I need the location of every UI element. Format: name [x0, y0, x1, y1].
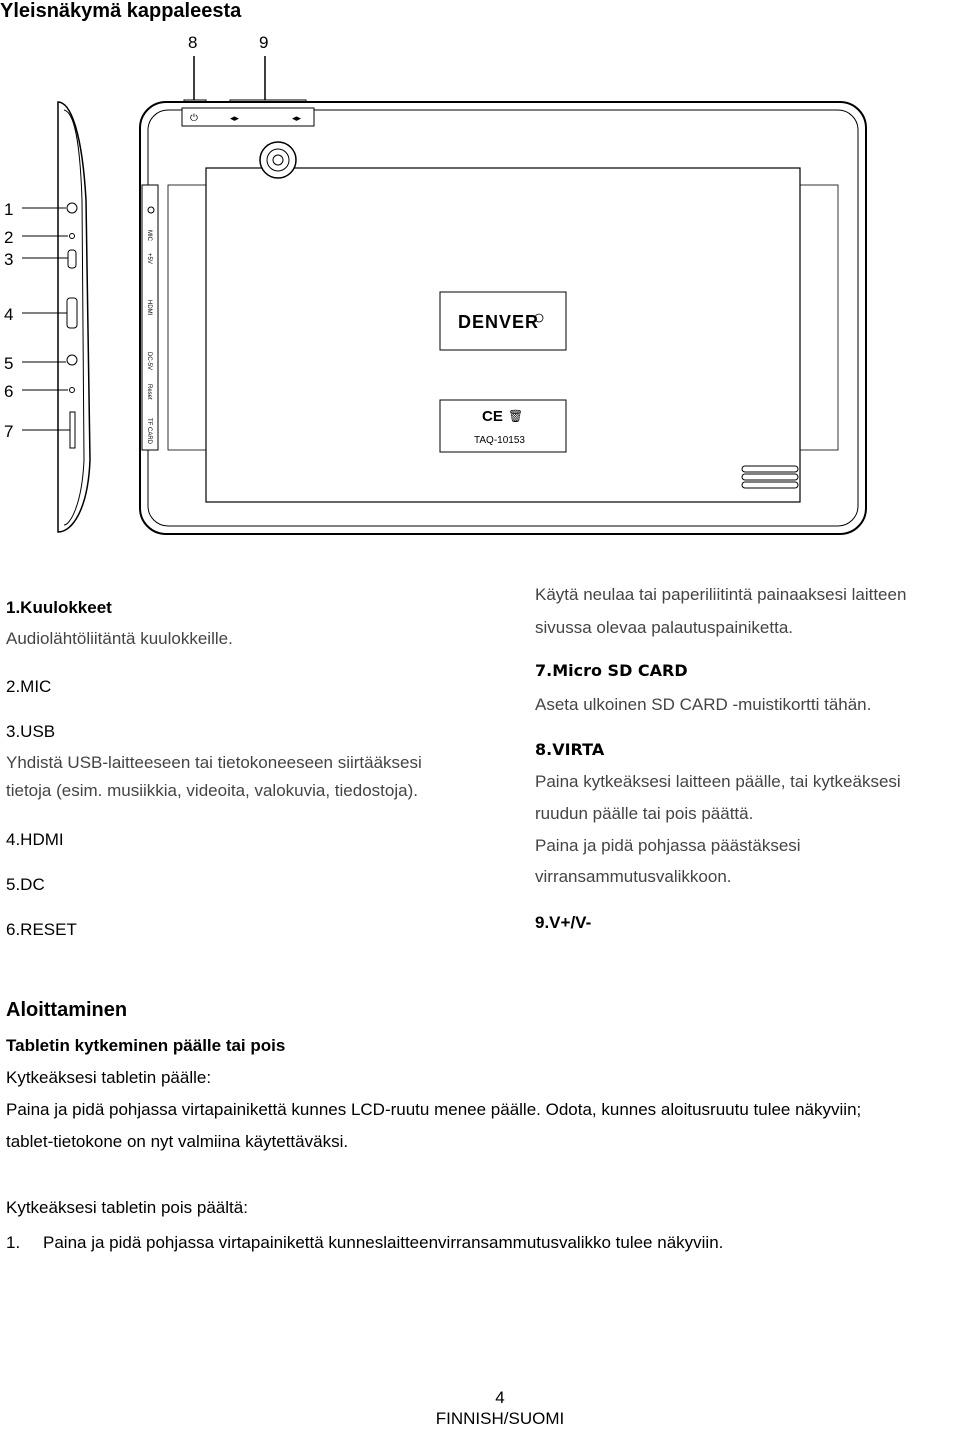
power-symbol-icon: ⏻: [190, 113, 198, 124]
callout-8: 8: [188, 33, 198, 52]
speaker-grille-icon: [742, 466, 798, 488]
reset-desc-2: sivussa olevaa palautuspainiketta.: [535, 618, 793, 637]
legend-item-1-desc: Audiolähtöliitäntä kuulokkeille.: [6, 629, 233, 648]
legend-item-9-title: 9.V+/V-: [535, 913, 592, 932]
mic-hole-icon: [70, 234, 75, 239]
legend-item-8-desc-4: virransammutusvalikkoon.: [535, 867, 732, 886]
headphone-port-icon: [67, 203, 77, 213]
legend-item-3-title: 3.USB: [6, 722, 56, 741]
reset-desc-1: Käytä neulaa tai paperiliitintä painaaksesi laitteen: [535, 585, 907, 604]
hdmi-port-icon: [67, 298, 77, 328]
usb-port-icon: [68, 250, 76, 268]
svg-text:HDMI: HDMI: [146, 300, 152, 316]
section-subheading: Tabletin kytkeminen päälle tai pois: [6, 1036, 286, 1055]
svg-text:MIC: MIC: [146, 230, 152, 241]
legend-item-2-title: 2.MIC: [6, 677, 52, 696]
tablet-diagram: [0, 20, 960, 580]
svg-text:2: 2: [4, 228, 14, 247]
legend-item-6-title: 6.RESET: [6, 920, 77, 939]
svg-text:Reset: Reset: [146, 384, 152, 400]
svg-text:4: 4: [4, 305, 14, 324]
legend-item-3-desc-1: Yhdistä USB-laitteeseen tai tietokoneeseen siirtääksesi: [6, 753, 422, 772]
svg-text:1: 1: [4, 200, 14, 219]
legend-item-8-title: 8.VIRTA: [535, 740, 605, 759]
side-port-strip: [142, 185, 158, 450]
model-label: TAQ-10153: [474, 435, 525, 446]
dc-port-icon: [67, 355, 77, 365]
power-off-label: Kytkeäksesi tabletin pois päältä:: [6, 1198, 248, 1217]
power-off-item-number: 1.: [6, 1233, 21, 1252]
callout-9: 9: [259, 33, 269, 52]
footer-language: FINNISH/SUOMI: [435, 1409, 565, 1428]
ce-mark: CE: [482, 408, 503, 425]
svg-text:3: 3: [4, 250, 14, 269]
legend-item-5-title: 5.DC: [6, 875, 45, 894]
weee-bin-icon: 🗑: [508, 409, 524, 423]
legend-item-3-desc-2: tietoja (esim. musiikkia, videoita, valokuvia, tiedostoja).: [6, 781, 418, 800]
svg-text:+5V: +5V: [146, 253, 152, 264]
reset-hole-icon: [70, 388, 75, 393]
legend-item-1-title: 1.Kuulokkeet: [6, 598, 112, 617]
svg-text:7: 7: [4, 422, 14, 441]
svg-text:5: 5: [4, 354, 14, 373]
power-on-label: Kytkeäksesi tabletin päälle:: [6, 1068, 212, 1087]
legend-item-4-title: 4.HDMI: [6, 830, 64, 849]
legend-item-7-desc: Aseta ulkoinen SD CARD -muistikortti tähän.: [535, 695, 872, 714]
svg-text:DC-5V: DC-5V: [146, 352, 152, 371]
legend-item-8-desc-1: Paina kytkeäksesi laitteen päälle, tai kytkeäksesi: [535, 772, 901, 791]
denver-logo: DENVER: [458, 312, 540, 332]
page-number: 4: [495, 1388, 505, 1407]
section-heading: Aloittaminen: [6, 999, 128, 1021]
svg-text:6: 6: [4, 382, 14, 401]
sd-slot-icon: [70, 412, 75, 448]
vol-down-icon: ◂▸: [230, 113, 240, 123]
page-title: Yleisnäkymä kappaleesta: [0, 0, 242, 22]
power-off-item-text: Paina ja pidä pohjassa virtapainikettä kunneslaitteenvirransammutusvalikko tulee näkyviin.: [43, 1233, 724, 1252]
svg-text:TF CARD: TF CARD: [146, 418, 152, 444]
legend-item-8-desc-3: Paina ja pidä pohjassa päästäksesi: [535, 836, 801, 855]
legend-item-8-desc-2: ruudun päälle tai pois päättä.: [535, 804, 754, 823]
power-on-text-1: Paina ja pidä pohjassa virtapainikettä kunnes LCD-ruutu menee päälle. Odota, kunnes aloitusruutu tulee näkyviin;: [6, 1100, 862, 1119]
vol-up-icon: ◂▸: [292, 113, 302, 123]
power-on-text-2: tablet-tietokone on nyt valmiina käytettäväksi.: [6, 1132, 349, 1151]
legend-item-7-title: 7.Micro SD CARD: [535, 661, 688, 680]
